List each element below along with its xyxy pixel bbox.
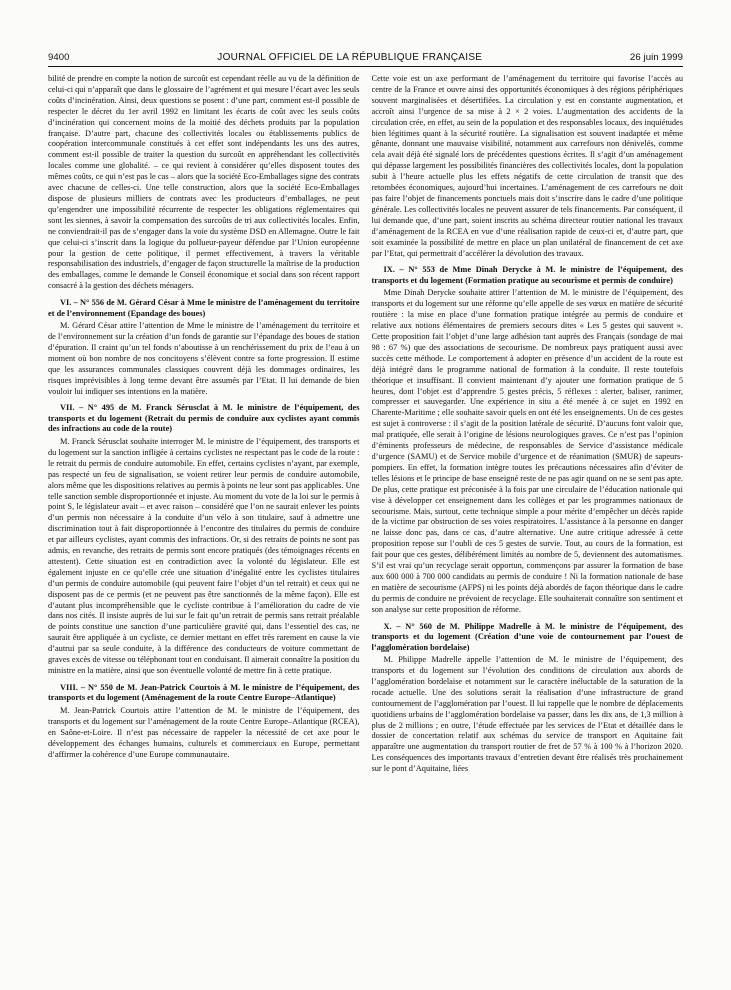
question-heading-495: VII. – N° 495 de M. Franck Sérusclat à M. le ministre de l’équipement, des transports et du logement (Retrait du permis de conduire aux cyclistes ayant commis des infractions au code de la route) [48,403,360,434]
right-column [372,74,684,982]
header-rule [48,66,683,67]
question-text-556: M. Gérard César attire l’attention de Mme le ministre de l’aménagement du territoire et de l’environnement sur la création d’un fonds de garantie sur l’épandage des boues de station d’épuration. Il craint qu’un tel fonds n’aboutisse à un renchérissement du prix de l’eau à un moment où bon nombre de nos concitoyens s’élèvent contre sa forte progression. Il estime que les assurances communales classiques couvrent déjà les dommages ordinaires, les risques imprévisibles à long terme devant être assumés par l’Etat. Il lui demande de bien vouloir lui indiquer ses intentions en la matière. [48,321,360,396]
two-column-body [48,74,683,982]
question-text-553: Mme Dinah Derycke souhaite attirer l’attention de M. le ministre de l’équipement, des transports et du logement sur une réforme qu’elle appelle de ses vœux en matière de sécurité routière : la mise en place d’une formation pratique intégrée au permis de conduire et relative aux notions élémentaires de premiers secours dites « Les 5 gestes qui sauvent ». Cette proposition fait l’objet d’une large adhésion tant auprès des Français (sondage de mai 98 : 67 %) que des associations de secourisme. De nombreux pays pratiquent aussi avec succès cette méthode. Le comportement à adopter en présence d’un accident de la route est déjà intégré dans le programme national de formation à la conduite. Il reste toutefois théorique et insuffisant. Il convient maintenant d’y ajouter une formation pratique de 5 heures, dont l’objet est d’apprendre 5 gestes précis, 5 réflexes : alerter, baliser, ranimer, compresser et sauvegarder. Une expérience in situ a été menée à ce sujet en 1992 en Charente-Maritime ; elle souhaite savoir quels en ont été les enseignements. Un de ces gestes est sujet à controverse : il s’agit de la position latérale de sécurité. D’aucuns font valoir que, mal pratiquée, elle serait à l’origine de lésions neurologiques graves. Ce n’est pas l’opinion d’éminents professeurs de médecine, de responsables de Service d’assistance médicale d’urgence (SAMU) et de Service mobile d’urgence et de réanimation (SMUR) de sapeurs-pompiers. En effet, la formation intègre toutes les précautions nécessaires afin d’éviter de telles lésions et le principe de base enseigné reste de ne pas agir quand on ne se sent pas apte. De plus, cette pratique est préconisée à la fois par une circulaire de l’éducation nationale qui vise à développer cet enseignement dans les collèges et par les programmes nationaux de secourisme. Mais, surtout, cette technique simple a pour mérite d’empêcher un décès rapide de la victime par obstruction de ses voies respiratoires. L’assistance à la personne en danger ne laisse donc pas, dans ce cas, d’autre alternative. Une autre critique adressée à cette proposition repose sur l’oubli de ces 5 gestes de survie. Tout, au cours de la formation, est fait pour que ces gestes, délibérément limités au nombre de 5, deviennent des automatismes. S’il est vrai qu’un recyclage serait opportun, commençons par assurer la formation de base aux 600 000 à 700 000 candidats au permis de conduire ! Ni la formation nationale de base en matière de secourisme (AFPS) ni les points déjà abordés de façon théorique dans le cadre du permis de conduire ne prévoient de recyclage. Elle souhaiterait connaître son sentiment et son analyse sur cette proposition de réforme. [371,288,683,614]
question-text-560: M. Philippe Madrelle appelle l’attention de M. le ministre de l’équipement, des transports et du logement sur l’évolution des conditions de circulation aux abords de l’agglomération bordelaise et notamment sur le caractère inéluctable de la saturation de la rocade actuelle. Une des solutions serait la réalisation d’une infrastructure de grand contournement de l’agglomération par l’ouest. Il lui rappelle que le nombre de déplacements quotidiens urbains de l’agglomération bordelaise va passer, dans les dix ans, de 1,3 million à plus de 2 millions ; en outre, l’étude effectuée par les services de l’Etat et détaillée dans le dossier de concertation relatif aux schémas du service de transport en Aquitaine fait apparaître une augmentation du transport routier de fret de 57 % à 100 % à l’horizon 2020. Les conséquences des importants travaux d’entretien devant être réalisés très prochainement sur le pont d’Aquitaine, liées [371,655,683,774]
paragraph: Cette voie est un axe performant de l’aménagement du territoire qui favorise l’accès au centre de la France et ouvre ainsi des opportunités économiques à des régions périphériques souvent marginalisées et désertifiées. La circulation y est en constante augmentation, et accroît ainsi l’urgence de sa mise à 2 × 2 voies. L’augmentation des accidents de la circulation crée, en effet, au sein de la population et des responsables locaux, des inquiétudes bien légitimes quant à la sécurité routière. La signalisation est souvent inadaptée et même gênante, donnant une mauvaise visibilité, notamment aux carrefours non dénivelés, comme cela avait déjà été signalé lors de précédentes questions écrites. Il s’agit d’un aménagement qui dépasse largement les possibilités financières des collectivités locales, dont la population subit à l’heure actuelle plus les effets négatifs de cette circulation de transit que des retombées économiques, aujourd’hui incertaines. L’aménagement de ces carrefours ne doit pas faire l’objet de financements ponctuels mais doit s’inscrire dans le cadre d’une politique générale. Les collectivités locales ne peuvent assurer de tels financements. Par conséquent, il lui demande que, d’une part, soient inscrits au schéma directeur routier national les travaux d’aménagement de la RCEA en vue d’une réalisation rapide de ceux-ci et, d’autre part, que soit examinée la possibilité de mettre en place un plan unilatéral de financement de cet axe par l’Etat, qui permettrait d’accélérer la dévolution des travaux. [371,74,683,258]
question-heading-553: IX. – N° 553 de Mme Dinah Derycke à M. le ministre de l’équipement, des transports et du logement (Formation pratique au secourisme et permis de conduire) [371,265,683,285]
page-header [48,52,683,63]
question-text-495: M. Franck Sérusclat souhaite interroger M. le ministre de l’équipement, des transports et du logement sur la sanction infligée à certains cyclistes ne respectant pas le code de la route : le retrait du permis de conduire automobile. En effet, certains cyclistes n’ayant, par exemple, pas respecté un feu de signalisation, se voient retirer leur permis de conduire automobile, alors même que les dispositions relatives au permis à points ne leur sont pas applicables. Une telle sanction semble disproportionnée et injuste. Au moment du vote de la loi sur le permis à point S, le législateur avait – et avec raison – considéré que l’on ne saurait enlever les points d’un permis non nécessaire à la conduite d’un vélo à son titulaire, sauf à admettre une discrimination tout à fait disproportionnée à l’encontre des titulaires du permis de conduire et par ailleurs cyclistes, ayant commis des infractions. Or, si des retraits de points ne sont pas admis, en revanche, des retraits de permis sont encore pratiqués (des témoignages récents en attestent). Cette situation est en contradiction avec la volonté du législateur. Elle est également injuste en ce qu’elle crée une situation d’inégalité entre les cyclistes titulaires d’un permis de conduire automobile (qui peuvent faire l’objet d’un tel retrait) et ceux qui ne disposent pas de ce permis (et ne peuvent pas être sanctionnés de la même façon). Elle est d’autant plus incompréhensible que le cycliste contribue à l’amélioration du cadre de vie dans nos cités. Il insiste auprès de lui sur le fait qu’un retrait de permis sans retrait préalable de points constitue une sanction d’une particulière gravité qui, dans l’essentiel des cas, ne saurait être appliquée à un cycliste, ce dernier mettant en effet très rarement en cause la vie d’autrui par sa seule conduite, à la différence des conducteurs de voiture commettant de graves excès de vitesse ou téléphonant tout en conduisant. Il aimerait connaître la position du ministre en la matière, ainsi que son éventuelle volonté de mettre fin à cette pratique. [48,436,360,675]
question-heading-560: X. – N° 560 de M. Philippe Madrelle à M. le ministre de l’équipement, des transports et du logement (Création d’une voie de contournement par l’ouest de l’agglomération bordelaise) [371,621,683,652]
left-column [48,74,360,982]
journal-title: JOURNAL OFFICIEL DE LA RÉPUBLIQUE FRANÇAISE [217,52,483,63]
question-heading-550: VIII. – N° 550 de M. Jean-Patrick Courtois à M. le ministre de l’équipement, des transports et du logement (Aménagement de la route Centre Europe–Atlantique) [48,682,360,703]
question-text-550: M. Jean-Patrick Courtois attire l’attention de M. le ministre de l’équipement, des transports et du logement sur l’aménagement de la route Centre Europe–Atlantique (RCEA), en Saône-et-Loire. Il n’est pas nécessaire de rappeler la nécessité de cet axe pour le développement des échanges humains, culturels et commerciaux en Europe, permettant d’affirmer la cohérence d’une Europe communautaire. [48,705,360,759]
issue-date: 26 juin 1999 [630,52,683,63]
question-heading-556: VI. – N° 556 de M. Gérard César à Mme le ministre de l’aménagement du territoire et de l’environnement (Epandage des boues) [48,298,360,318]
paragraph: bilité de prendre en compte la notion de surcoût est cependant réelle au vu de la définition de celui-ci qui n’apparaît que dans le glossaire de l’agrément et qui mesure l’écart avec les seuls coûts d’incinération. Ainsi, deux questions se posent : d’une part, comment est-il possible de respecter le décret du 1er avril 1992 en limitant les écarts de coût avec les seuls coûts d’incinération qui concernent moins de la moitié des déchets produits par la population française. D’autre part, chacune des collectivités locales ou établissements publics de coopération intercommunale constitués à cet effet sont indépendants les uns des autres, comment est-il possible de traiter la question du surcoût en appréhendant les collectivités locales comme une globalité. – ce qui revient à considérer qu’elles disposent toutes des mêmes coûts, ce qui n’est pas le cas – alors que la société Eco-Emballages signe des contrats avec chacune de celles-ci. Une telle construction, alors que la société Eco-Emballages dispose de plusieurs milliers de contrats avec les producteurs d’emballages, ne peut qu’engendrer une impossibilité récurrente de respecter les obligations réglementaires qui sont les siennes, à savoir la compensation des surcoûts de tri aux collectivités locales. Enfin, ne conviendrait-il pas de s’engager dans la voie du système DSD en Allemagne. Outre le fait que celui-ci s’inscrit dans la logique du pollueur-payeur défendue par l’Union européenne pour la gestion de cette politique, il permet effectivement, à travers la véritable responsabilisation des industriels, d’engager de façon structurelle la maîtrise de la production des emballages, comme le demande le Conseil économique et social dans son récent rapport consacré à la gestion des déchets ménagers. [48,74,360,291]
page-number: 9400 [48,52,70,63]
